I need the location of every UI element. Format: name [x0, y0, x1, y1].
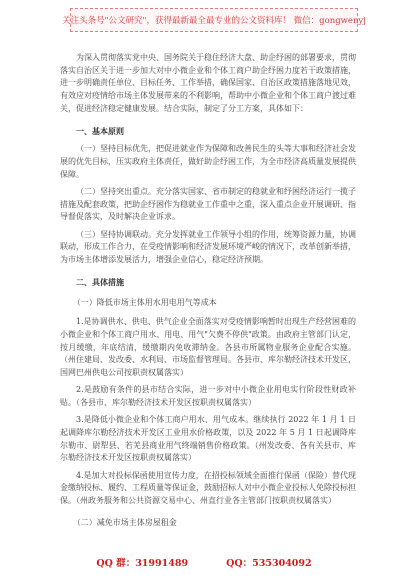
body-paragraph: （二）坚持突出重点。充分落实国家、省市制定的稳就业和纾困经济运行一揽子措施及配套政策，把助企纾困作为稳就业工作重中之重，深入重点企业开展调研、指导督促落实，及时解决企业诉求。	[60, 186, 356, 222]
promo-banner-text: 关注头条号"公文研究"，获得最新最全最专业的公文资料库！ 微信：gongwenyj	[62, 16, 366, 26]
body-paragraph: （一）坚持目标优先，把促进就业作为保障和改善民生的头等大事和经济社会发展的优先目标，压实政府主体责任，做好助企纾困工作，为全市经济高质量发展提供保障。	[60, 144, 356, 179]
section-heading: 一、基本原则	[76, 125, 124, 136]
promo-banner	[62, 8, 366, 32]
body-paragraph: （三）坚持协调联动。充分发挥就业工作领导小组的作用，统筹资源力量，协调联动，形成工作合力，在受疫情影响和经济发展环境严峻的情况下，改革创新举措，为市场主体增添发展活力，增强企业信心，稳定经济预期。	[60, 229, 356, 265]
contact-footer	[0, 555, 408, 569]
document-body	[60, 52, 356, 535]
body-paragraph: 1.是协调供水、供电、供气企业全面落实对受疫情影响暂时出现生产经营困难的小微企业和个体工商户用水、用电、用气"欠费不停供"政策。由政府主管部门认定，按月缓缴，年底结清，缓缴期内免收滞纳金。各县市所属物业服务企业配合实施。（州住建局、发改委、水利局、市场监督管理局。各县市、库尔勒经济技术开发区，国网巴州供电公司按职责权属落实）	[60, 317, 356, 377]
body-paragraph: 3.是降低小微企业和个体工商户用水、用气成本。继续执行 2022 年 1 月 1 日起调降库尔勒经济技术开发区工业用水价格政策，以及 2022 年 5 月 1 日起调降库尔勒市、尉犁县、若羌县商业用气终端销售价格政策。（州发改委、各有关县市、库尔勒经济技术开发区按职责权属落实）	[60, 415, 356, 463]
subsection-heading: （一）降低市场主体用水用电用气等成本	[72, 298, 217, 308]
body-paragraph: 4.是加大对投标保函使用宣传力度，在招投标领域全面推行保函（保险）替代现金缴纳投标、履约、工程质量等保证金，鼓励招标人对中小微企业投标人免除投标担保。（州政务服务和公共资源交易中心、州直行业各主管部门按职责权属落实）	[60, 470, 356, 506]
section-heading: 二、具体措施	[76, 276, 124, 287]
qq-number: QQ：535304092	[226, 558, 312, 569]
subsection-heading: （二）减免市场主体房屋租金	[72, 517, 177, 527]
qq-group-number: QQ 群：31991489	[96, 558, 189, 569]
body-paragraph: 为深入贯彻落实党中央、国务院关于稳住经济大盘、助企纾困的部署要求，贯彻落实自治区关于进一步加大对中小微企业和个体工商户助企纾困力度若干政策措施，进一步明确责任单位、目标任务、工作举措，确保国家、自治区政策措施落地见效，有效应对疫情给市场主体发展带来的不利影响，帮助中小微企业和个体工商户渡过难关，促进经济稳定健康发展。结合实际，制定了分工方案，具体如下：	[60, 53, 356, 113]
body-paragraph: 2.是鼓励有条件的县市结合实际，进一步对中小微企业用电实行阶段性财政补贴。（各县市、库尔勒经济技术开发区按职责权属落实）	[60, 385, 356, 407]
